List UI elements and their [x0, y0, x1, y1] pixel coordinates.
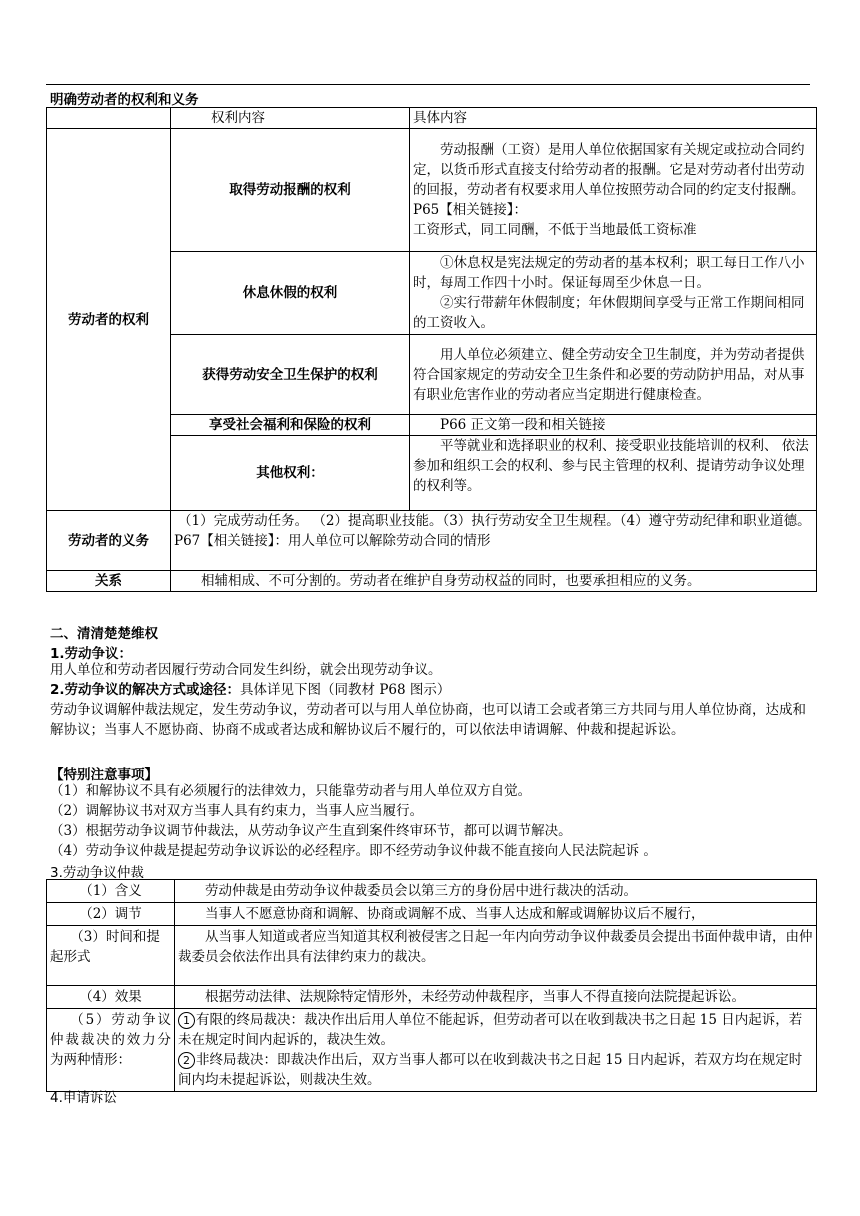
section1-title: 明确劳动者的权利和义务	[50, 92, 199, 108]
duties-content: （1）完成劳动任务。 （2）提高职业技能。（3）执行劳动安全卫生规程。（4）遵守劳动纪律和职业道德。 P67【相关链接】：用人单位可以解除劳动合同的情形	[171, 511, 817, 571]
rights-category: 劳动者的权利	[47, 129, 171, 511]
right-name: 休息休假的权利	[171, 252, 410, 335]
notice-item: （1）和解协议不具有必须履行的法律效力，只能靠劳动者与用人单位双方自觉。	[50, 783, 532, 799]
arb-label: （5）劳动争议仲裁裁决的效力分为两种情形：	[47, 1009, 175, 1092]
table-row	[47, 986, 817, 1009]
p1-title: 1.劳动争议：	[50, 646, 133, 662]
right-name: 其他权利：	[171, 436, 410, 511]
table-header-row	[47, 108, 817, 129]
header-rights-content: 权利内容	[171, 108, 410, 129]
right-content: 劳动报酬（工资）是用人单位依据国家有关规定或拉动合同约定，以货币形式直接支付给劳动者的报酬。它是对劳动者付出劳动的回报，劳动者有权要求用人单位按照劳动合同的约定支付报酬。 P65【相关链接】： 工资形式，同工同酬，不低于当地最低工资标准	[410, 129, 817, 252]
arb-text: 劳动仲裁是由劳动争议仲裁委员会以第三方的身份居中进行裁决的活动。	[175, 880, 817, 903]
arb-label: （4）效果	[47, 986, 175, 1009]
right-name: 享受社会福利和保险的权利	[171, 415, 410, 436]
arb-label: （1）含义	[47, 880, 175, 903]
right-name: 取得劳动报酬的权利	[171, 129, 410, 252]
arb-label: （3）时间和提起形式	[47, 926, 175, 986]
p3-title: 3.劳动争议仲裁	[50, 865, 144, 881]
right-content: 平等就业和选择职业的权利、接受职业技能培训的权利、 依法参加和组织工会的权利、参与民主管理的权利、提请劳动争议处理的权利等。	[410, 436, 817, 511]
notice-item: （2）调解协议书对双方当事人具有约束力，当事人应当履行。	[50, 803, 424, 819]
ruling-item: 1 有限的终局裁决：裁决作出后用人单位不能起诉，但劳动者可以在收到裁决书之日起 15 日内起诉，若未在规定时间内起诉的，裁决生效。	[178, 1012, 803, 1048]
relation-label: 关系	[47, 571, 171, 592]
p2-heading: 2.劳动争议的解决方式或途径：具体详见下图（同教材 P68 图示）	[50, 682, 451, 698]
table-row	[47, 880, 817, 903]
p4-title: 4.申请诉讼	[50, 1090, 117, 1106]
right-content: 用人单位必须建立、健全劳动安全卫生制度，并为劳动者提供符合国家规定的劳动安全卫生条件和必要的劳动防护用品，对从事有职业危害作业的劳动者应当定期进行健康检查。	[410, 335, 817, 415]
relation-content: 相辅相成、不可分割的。劳动者在维护自身劳动权益的同时，也要承担相应的义务。	[171, 571, 817, 592]
arb-text: 根据劳动法律、法规除特定情形外，未经劳动仲裁程序，当事人不得直接向法院提起诉讼。	[175, 986, 817, 1009]
table-row	[47, 903, 817, 926]
p2-text: 劳动争议调解仲裁法规定，发生劳动争议，劳动者可以与用人单位协商，也可以请工会或者第三方共同与用人单位协商，达成和解协议；当事人不愿协商、协商不成或者达成和解协议后不履行的，可以依法申请调解、仲裁和提起诉讼。	[50, 702, 806, 738]
arbitration-table	[46, 879, 817, 1092]
arb-text: 从当事人知道或者应当知道其权利被侵害之日起一年内向劳动争议仲裁委员会提出书面仲裁申请，由仲裁委员会依法作出具有法律约束力的裁决。	[175, 926, 817, 986]
section2-title: 二、清清楚楚维权	[50, 626, 158, 642]
header-detail: 具体内容	[410, 108, 817, 129]
notice-title: 【特别注意事项】	[50, 767, 158, 783]
table-row	[47, 129, 817, 252]
table-row	[47, 926, 817, 986]
duties-label: 劳动者的义务	[47, 511, 171, 571]
table-row	[47, 571, 817, 592]
right-name: 获得劳动安全卫生保护的权利	[171, 335, 410, 415]
arb-text: 当事人不愿意协商和调解、协商或调解不成、当事人达成和解或调解协议后不履行，	[175, 903, 817, 926]
rights-duties-table	[46, 107, 817, 592]
arb-label: （2）调节	[47, 903, 175, 926]
ruling-item: 2 非终局裁决：即裁决作出后，双方当事人都可以在收到裁决书之日起 15 日内起诉，若双方均在规定时间内均未提起诉讼，则裁决生效。	[178, 1052, 803, 1088]
right-content: ①休息权是宪法规定的劳动者的基本权利；职工每日工作八小时，每周工作四十小时。保证每周至少休息一日。 ②实行带薪年休假制度；年休假期间享受与正常工作期间相同的工资收入。	[410, 252, 817, 335]
top-rule	[46, 84, 810, 85]
notice-item: （4）劳动争议仲裁是提起劳动争议诉讼的必经程序。即不经劳动争议仲裁不能直接向人民法院起诉 。	[50, 843, 657, 859]
table-row	[47, 1009, 817, 1092]
table-row	[47, 511, 817, 571]
notice-item: （3）根据劳动争议调节仲裁法，从劳动争议产生直到案件终审环节，都可以调节解决。	[50, 823, 572, 839]
right-content: P66 正文第一段和相关链接	[410, 415, 817, 436]
p1-text: 用人单位和劳动者因履行劳动合同发生纠纷，就会出现劳动争议。	[50, 662, 442, 678]
arb-text	[175, 1009, 817, 1092]
